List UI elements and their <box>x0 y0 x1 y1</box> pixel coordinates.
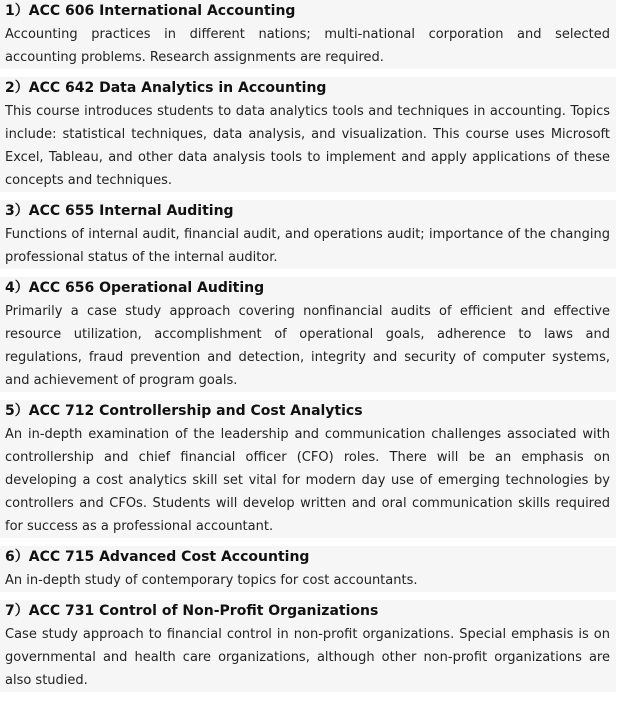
course-item <box>0 200 616 269</box>
course-title: 1）ACC 606 International Accounting <box>5 3 296 19</box>
course-description: An in-depth examination of the leadership and communication challenges associated with controllership and chief financial officer (CFO) roles. There will be an emphasis on developing a cost analytics skill set vital for modern day use of emerging technologies by controllers and CFOs. Students will develop written and oral communication skills required for success as a professional accountant. <box>5 427 610 534</box>
course-description: An in-depth study of contemporary topics for cost accountants. <box>5 573 418 588</box>
course-item <box>0 600 616 692</box>
course-item <box>0 0 616 69</box>
course-title: 4）ACC 656 Operational Auditing <box>5 280 265 296</box>
course-title: 2）ACC 642 Data Analytics in Accounting <box>5 80 327 96</box>
course-description: This course introduces students to data analytics tools and techniques in accounting. Topics include: statistical techniques, data analysis, and visualization. This course uses Microsoft Excel, Tableau, and other data analysis tools to implement and apply applications of these concepts and techniques. <box>5 104 610 188</box>
course-title: 3）ACC 655 Internal Auditing <box>5 203 234 219</box>
course-description: Primarily a case study approach covering nonfinancial audits of efficient and effective resource utilization, accomplishment of operational goals, adherence to laws and regulations, fraud prevention and detection, integrity and security of computer systems, and achievement of program goals. <box>5 304 610 388</box>
course-title: 6）ACC 715 Advanced Cost Accounting <box>5 549 310 565</box>
course-item <box>0 277 616 392</box>
course-description: Functions of internal audit, financial audit, and operations audit; importance of the changing professional status of the internal auditor. <box>5 227 610 265</box>
course-item <box>0 400 616 538</box>
course-title: 5）ACC 712 Controllership and Cost Analytics <box>5 403 363 419</box>
course-item <box>0 546 616 592</box>
course-description: Case study approach to financial control in non-profit organizations. Special emphasis is on governmental and health care organizations, although other non-profit organizations are also studied. <box>5 627 610 688</box>
course-description: Accounting practices in different nations; multi-national corporation and selected accounting problems. Research assignments are required. <box>5 27 610 65</box>
course-item <box>0 77 616 192</box>
course-title: 7）ACC 731 Control of Non-Profit Organizations <box>5 603 379 619</box>
